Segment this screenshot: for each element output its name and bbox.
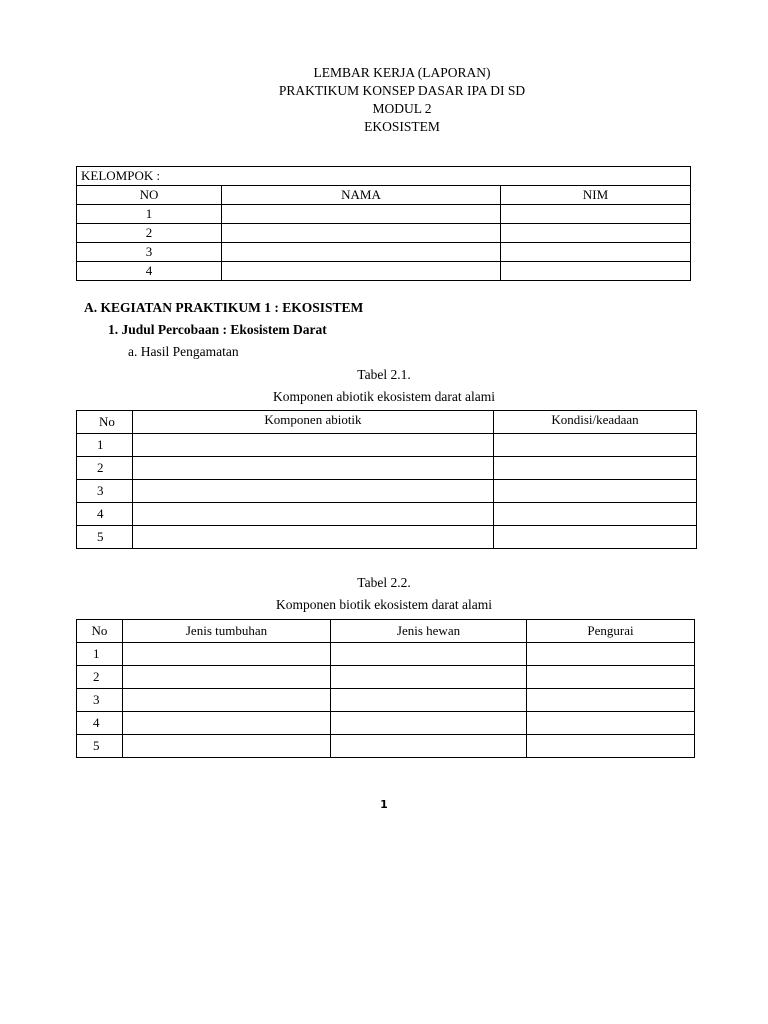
- header-condition: Kondisi/keadaan: [494, 411, 697, 434]
- nama-cell[interactable]: [222, 205, 501, 224]
- biotic-table: [76, 619, 695, 758]
- page-number: 1: [380, 798, 388, 811]
- table-row: [77, 735, 695, 758]
- row-number: 5: [77, 526, 133, 549]
- document-header: [0, 64, 768, 136]
- table1-caption: Komponen abiotik ekosistem darat alami: [273, 389, 495, 404]
- header-subtitle: PRAKTIKUM KONSEP DASAR IPA DI SD: [278, 83, 526, 98]
- condition-cell[interactable]: [494, 434, 697, 457]
- table-row: [77, 262, 691, 281]
- abiotic-cell[interactable]: [133, 457, 494, 480]
- decomposer-cell[interactable]: [527, 666, 695, 689]
- row-number: 4: [77, 262, 222, 281]
- decomposer-cell[interactable]: [527, 712, 695, 735]
- animal-cell[interactable]: [331, 689, 527, 712]
- row-number: 1: [77, 205, 222, 224]
- plant-cell[interactable]: [123, 735, 331, 758]
- kelompok-table: [76, 166, 691, 281]
- header-decomposers: Pengurai: [527, 620, 695, 643]
- abiotic-cell[interactable]: [133, 480, 494, 503]
- abiotic-cell[interactable]: [133, 503, 494, 526]
- table2-caption: Komponen biotik ekosistem darat alami: [276, 597, 492, 612]
- animal-cell[interactable]: [331, 666, 527, 689]
- plant-cell[interactable]: [123, 666, 331, 689]
- abiotic-cell[interactable]: [133, 526, 494, 549]
- nim-cell[interactable]: [501, 262, 691, 281]
- header-title: LEMBAR KERJA (LAPORAN): [313, 65, 491, 80]
- animal-cell[interactable]: [331, 712, 527, 735]
- row-number: 3: [77, 243, 222, 262]
- table-row: [77, 526, 697, 549]
- row-number: 1: [77, 643, 123, 666]
- table-row: [77, 712, 695, 735]
- animal-cell[interactable]: [331, 735, 527, 758]
- table1-label: Tabel 2.1.: [357, 367, 411, 382]
- table-row: [77, 434, 697, 457]
- nama-cell[interactable]: [222, 243, 501, 262]
- decomposer-cell[interactable]: [527, 643, 695, 666]
- table-row: [77, 457, 697, 480]
- condition-cell[interactable]: [494, 457, 697, 480]
- table2-label: Tabel 2.2.: [357, 575, 411, 590]
- header-no: No: [77, 620, 123, 643]
- row-number: 2: [77, 666, 123, 689]
- row-number: 1: [77, 434, 133, 457]
- row-number: 4: [77, 503, 133, 526]
- table-row: [77, 689, 695, 712]
- nim-cell[interactable]: [501, 224, 691, 243]
- nama-cell[interactable]: [222, 262, 501, 281]
- nim-cell[interactable]: [501, 243, 691, 262]
- header-nama: NAMA: [222, 186, 501, 205]
- nama-cell[interactable]: [222, 224, 501, 243]
- header-nim: NIM: [501, 186, 691, 205]
- row-number: 3: [77, 689, 123, 712]
- decomposer-cell[interactable]: [527, 689, 695, 712]
- section-a-title: A. KEGIATAN PRAKTIKUM 1 : EKOSISTEM: [84, 300, 364, 315]
- row-number: 2: [77, 224, 222, 243]
- table-row: [77, 205, 691, 224]
- table-row: [77, 243, 691, 262]
- kelompok-label: KELOMPOK :: [77, 167, 691, 186]
- plant-cell[interactable]: [123, 643, 331, 666]
- header-abiotic-component: Komponen abiotik: [133, 411, 494, 434]
- row-number: 2: [77, 457, 133, 480]
- table-row: [77, 643, 695, 666]
- observation-heading: a. Hasil Pengamatan: [128, 344, 239, 359]
- abiotic-table: [76, 410, 697, 549]
- experiment-title: 1. Judul Percobaan : Ekosistem Darat: [108, 322, 327, 337]
- condition-cell[interactable]: [494, 503, 697, 526]
- row-number: 4: [77, 712, 123, 735]
- table-row: [77, 503, 697, 526]
- animal-cell[interactable]: [331, 643, 527, 666]
- table-row: [77, 480, 697, 503]
- abiotic-cell[interactable]: [133, 434, 494, 457]
- row-number: 3: [77, 480, 133, 503]
- header-module: MODUL 2: [372, 101, 432, 116]
- condition-cell[interactable]: [494, 480, 697, 503]
- table-row: [77, 666, 695, 689]
- header-plants: Jenis tumbuhan: [123, 620, 331, 643]
- nim-cell[interactable]: [501, 205, 691, 224]
- plant-cell[interactable]: [123, 712, 331, 735]
- header-topic: EKOSISTEM: [364, 119, 440, 134]
- table-row: [77, 224, 691, 243]
- condition-cell[interactable]: [494, 526, 697, 549]
- plant-cell[interactable]: [123, 689, 331, 712]
- row-number: 5: [77, 735, 123, 758]
- header-animals: Jenis hewan: [331, 620, 527, 643]
- header-no: NO: [77, 186, 222, 205]
- header-no: No: [77, 411, 133, 434]
- decomposer-cell[interactable]: [527, 735, 695, 758]
